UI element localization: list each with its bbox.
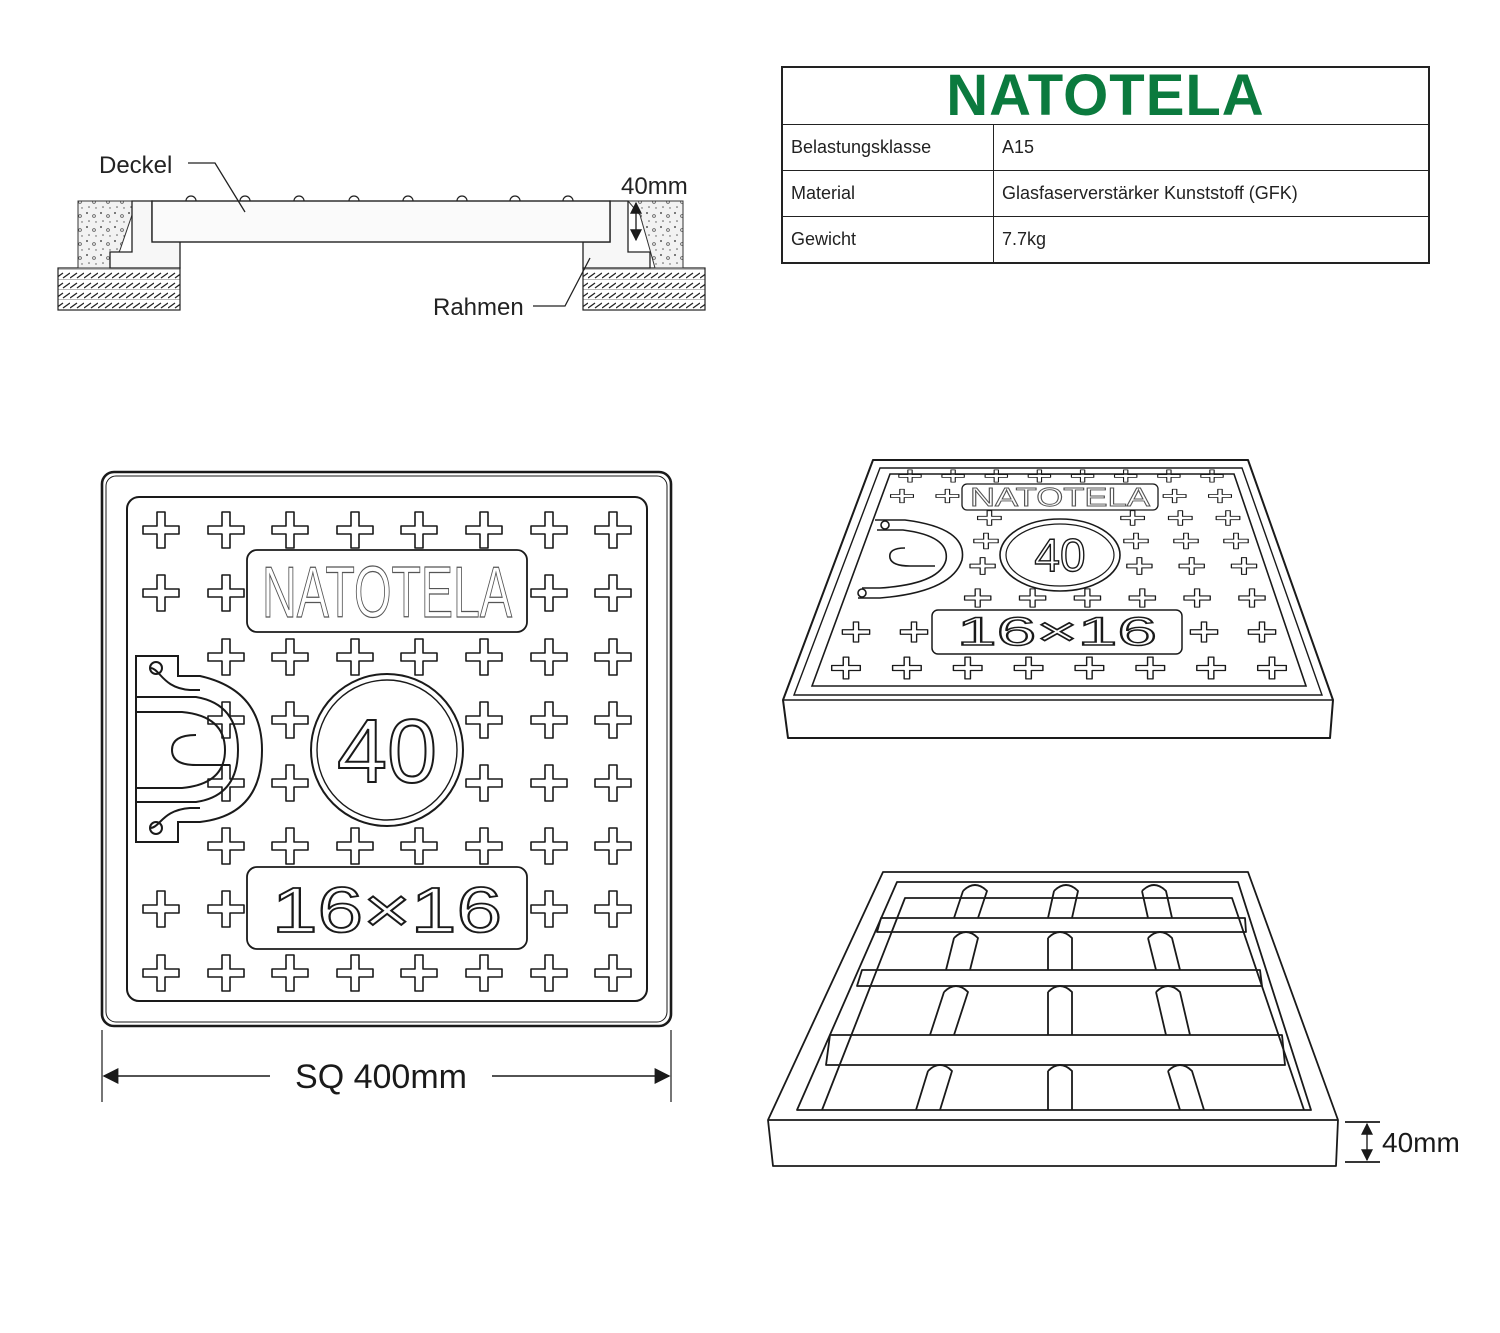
brand-logo: NATOTELA	[782, 67, 1429, 125]
ground-left	[58, 268, 180, 310]
spec-key: Belastungsklasse	[782, 125, 994, 171]
spec-value: 7.7kg	[994, 217, 1430, 264]
frame-label: Rahmen	[433, 294, 524, 321]
iso-bottom-view	[768, 872, 1380, 1166]
cover-label: Deckel	[99, 152, 173, 179]
size-text: 16×16	[272, 874, 502, 946]
ground-right	[583, 268, 705, 310]
spec-key: Gewicht	[782, 217, 994, 264]
section-height-label: 40mm	[621, 173, 688, 200]
iso-load-number: 40	[1034, 529, 1086, 581]
load-number: 40	[336, 702, 438, 802]
top-view	[102, 472, 671, 1102]
iso-embossed-brand: NATOTELA	[970, 482, 1151, 512]
spec-key: Material	[782, 171, 994, 217]
iso-size-text: 16×16	[957, 610, 1157, 654]
width-label: SQ 400mm	[295, 1058, 467, 1096]
embossed-brand: NATOTELA	[262, 553, 512, 633]
iso-top-view	[783, 460, 1333, 738]
cover-section	[152, 201, 610, 242]
spec-value: A15	[994, 125, 1430, 171]
iso-height-label: 40mm	[1382, 1127, 1460, 1158]
spec-value: Glasfaserverstärker Kunststoff (GFK)	[994, 171, 1430, 217]
section-view	[58, 152, 705, 321]
